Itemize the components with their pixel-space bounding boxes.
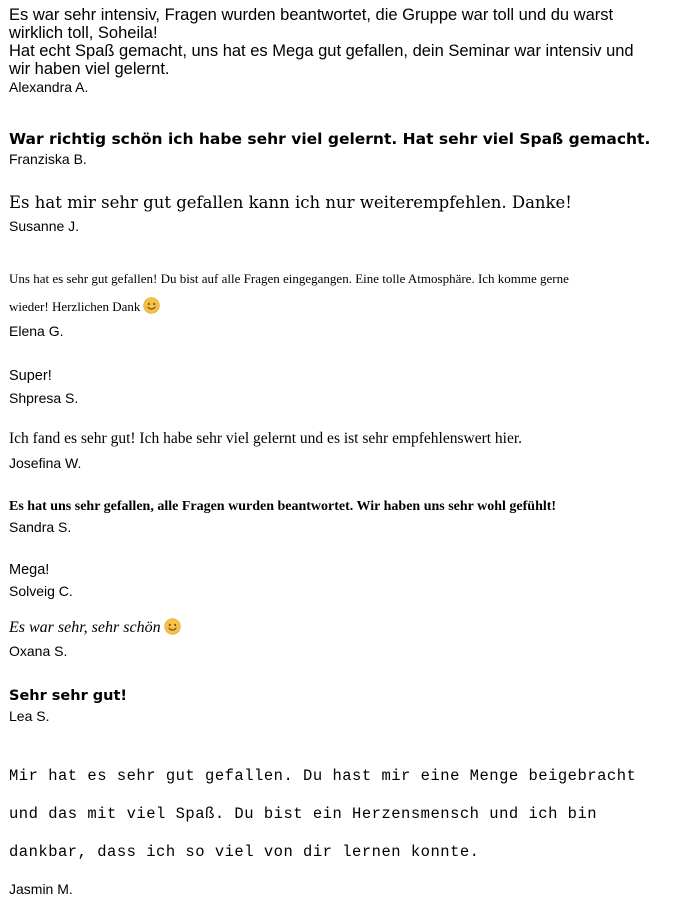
testimonial-quote: Es hat uns sehr gefallen, alle Fragen wurden beantwortet. Wir haben uns sehr wohl gefühlt! xyxy=(9,499,557,514)
testimonial-6 xyxy=(9,429,676,472)
testimonial-quote xyxy=(9,265,676,321)
testimonial-author: Solveig C. xyxy=(9,583,73,599)
testimonial-author: Franziska B. xyxy=(9,151,87,167)
testimonial-10 xyxy=(9,686,676,725)
testimonial-quote: Mega! xyxy=(9,562,50,578)
testimonial-4 xyxy=(9,265,676,340)
testimonial-quote: Sehr sehr gut! xyxy=(9,688,128,704)
testimonial-author: Shpresa S. xyxy=(9,390,79,406)
quote-line: Mir hat es sehr gut gefallen. Du hast mir eine Menge beigebracht xyxy=(9,767,637,785)
quote-line: dankbar, dass ich so viel von dir lernen konnte. xyxy=(9,843,480,861)
testimonial-2 xyxy=(9,129,676,168)
quote-line: wir haben viel gelernt. xyxy=(9,60,170,78)
testimonial-quote xyxy=(9,6,676,78)
testimonial-quote xyxy=(9,748,680,881)
testimonial-quote: Ich fand es sehr gut! Ich habe sehr viel gelernt und es ist sehr empfehlenswert hier. xyxy=(9,430,523,447)
smiling-face-icon xyxy=(143,296,160,313)
testimonial-author: Lea S. xyxy=(9,708,50,724)
testimonial-quote: War richtig schön ich habe sehr viel gelernt. Hat sehr viel Spaß gemacht. xyxy=(9,130,651,148)
testimonial-author: Alexandra A. xyxy=(9,79,89,95)
testimonial-author: Josefina W. xyxy=(9,455,82,471)
testimonial-author: Sandra S. xyxy=(9,519,72,535)
testimonial-quote: Super! xyxy=(9,368,52,384)
testimonial-8 xyxy=(9,562,676,600)
quote-line: wirklich toll, Soheila! xyxy=(9,24,158,42)
testimonial-9 xyxy=(9,617,676,660)
testimonial-1 xyxy=(9,6,676,96)
testimonial-5 xyxy=(9,368,676,407)
quote-text: Es war sehr, sehr schön xyxy=(9,619,161,636)
quote-line: Es war sehr intensiv, Fragen wurden beantwortet, die Gruppe war toll und du warst xyxy=(9,6,614,24)
quote-line: Hat echt Spaß gemacht, uns hat es Mega gut gefallen, dein Seminar war intensiv und xyxy=(9,42,634,60)
testimonial-quote xyxy=(9,617,676,639)
testimonial-author: Elena G. xyxy=(9,323,64,339)
testimonial-quote: Es hat mir sehr gut gefallen kann ich nur weiterempfehlen. Danke! xyxy=(9,193,572,212)
smiling-face-icon xyxy=(164,618,181,635)
testimonial-author: Jasmin M. xyxy=(9,881,73,897)
quote-line: Uns hat es sehr gut gefallen! Du bist auf alle Fragen eingegangen. Eine tolle Atmosphäre. Ich komme gerne xyxy=(9,271,569,286)
quote-line: wieder! Herzlichen Dank xyxy=(9,299,141,314)
testimonial-11 xyxy=(9,748,680,898)
testimonial-author: Susanne J. xyxy=(9,218,80,234)
testimonial-3 xyxy=(9,192,676,235)
quote-line: und das mit viel Spaß. Du bist ein Herzensmensch und ich bin xyxy=(9,805,598,823)
testimonial-author: Oxana S. xyxy=(9,643,68,659)
testimonial-7 xyxy=(9,498,676,536)
